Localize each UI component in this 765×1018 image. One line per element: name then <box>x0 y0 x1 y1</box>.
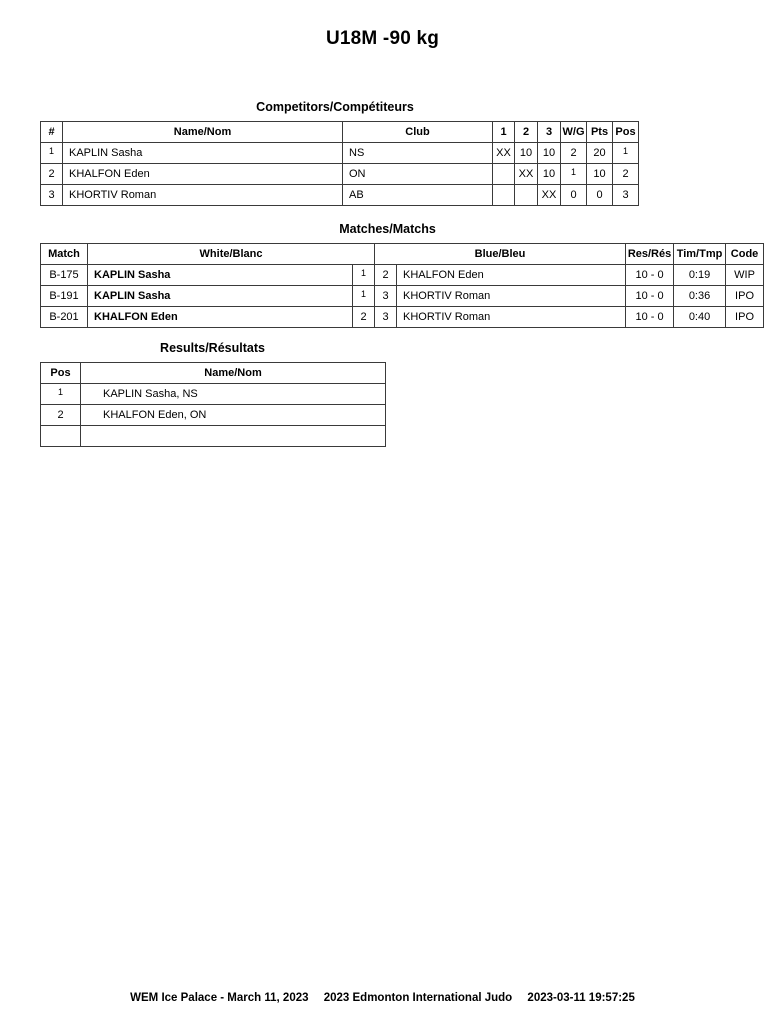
result-position: 1 <box>41 382 81 403</box>
footer-timestamp: 2023-03-11 19:57:25 <box>527 992 635 1004</box>
competitor-club: ON <box>343 164 493 185</box>
results-header-row <box>41 363 386 384</box>
footer-event: 2023 Edmonton International Judo <box>323 992 513 1004</box>
competitor-match-2: XX <box>515 164 538 185</box>
competitor-position: 3 <box>613 185 639 206</box>
competitor-match-3: 10 <box>538 143 561 164</box>
competitor-match-2 <box>515 185 538 206</box>
match-white-name: KAPLIN Sasha <box>88 286 353 307</box>
competitor-match-1 <box>493 185 515 206</box>
table-row <box>41 164 639 185</box>
match-white-name: KAPLIN Sasha <box>88 265 353 286</box>
competitor-position: 2 <box>613 164 639 185</box>
match-blue-name: KHALFON Eden <box>397 265 626 286</box>
results-table <box>40 362 386 447</box>
competitor-points: 10 <box>587 164 613 185</box>
competitor-match-3: XX <box>538 185 561 206</box>
results-section-title: Results/Résultats <box>160 341 265 355</box>
result-position <box>41 426 81 447</box>
footer-venue: WEM Ice Palace - March 11, 2023 <box>130 992 309 1004</box>
competitors-col-name: Name/Nom <box>63 122 343 143</box>
competitor-match-3: 10 <box>538 164 561 185</box>
match-blue-number: 2 <box>375 265 397 286</box>
table-row <box>41 265 764 286</box>
match-code: IPO <box>726 286 764 307</box>
competitors-section <box>40 100 636 206</box>
competitors-col-wg: W/G <box>561 122 587 143</box>
competitor-club: NS <box>343 143 493 164</box>
match-result: 10 - 0 <box>626 286 674 307</box>
page-title: U18M -90 kg <box>325 28 440 49</box>
match-white-number: 2 <box>353 307 375 328</box>
competitor-name: KAPLIN Sasha <box>63 143 343 164</box>
footer <box>0 992 765 1004</box>
match-time: 0:19 <box>674 265 726 286</box>
table-row <box>41 426 386 447</box>
competitor-match-1: XX <box>493 143 515 164</box>
competitor-number: 1 <box>41 141 63 162</box>
competitors-col-number: # <box>41 122 63 143</box>
match-blue-name: KHORTIV Roman <box>397 286 626 307</box>
competitor-name: KHALFON Eden <box>63 164 343 185</box>
matches-section-title: Matches/Matchs <box>339 222 436 236</box>
competitor-match-1 <box>493 164 515 185</box>
match-blue-name: KHORTIV Roman <box>397 307 626 328</box>
table-row <box>41 384 386 405</box>
competitor-wins: 2 <box>561 143 587 164</box>
table-row <box>41 143 639 164</box>
result-name: KAPLIN Sasha, NS <box>81 384 386 405</box>
match-time: 0:36 <box>674 286 726 307</box>
match-time: 0:40 <box>674 307 726 328</box>
competitors-section-title: Competitors/Compétiteurs <box>256 100 414 114</box>
matches-table <box>40 243 764 328</box>
match-result: 10 - 0 <box>626 265 674 286</box>
competitors-col-club: Club <box>343 122 493 143</box>
competitors-col-3: 3 <box>538 122 561 143</box>
matches-col-time: Tim/Tmp <box>674 244 726 265</box>
table-row <box>41 405 386 426</box>
matches-header-row <box>41 244 764 265</box>
match-code: IPO <box>726 307 764 328</box>
match-id: B-201 <box>41 307 88 328</box>
match-white-number: 1 <box>353 284 375 305</box>
competitors-col-pts: Pts <box>587 122 613 143</box>
competitor-number: 3 <box>41 185 63 206</box>
results-col-name: Name/Nom <box>81 363 386 384</box>
table-row <box>41 185 639 206</box>
competitor-points: 20 <box>587 143 613 164</box>
table-row <box>41 286 764 307</box>
competitor-name: KHORTIV Roman <box>63 185 343 206</box>
competitor-wins: 0 <box>561 185 587 206</box>
competitor-number: 2 <box>41 164 63 185</box>
competitor-points: 0 <box>587 185 613 206</box>
results-col-pos: Pos <box>41 363 81 384</box>
match-white-number: 1 <box>353 263 375 284</box>
competitors-col-1: 1 <box>493 122 515 143</box>
result-name <box>81 426 386 447</box>
competitor-wins: 1 <box>561 162 587 183</box>
matches-col-white: White/Blanc <box>88 244 375 265</box>
competitors-table <box>40 121 639 206</box>
competitors-header-row <box>41 122 639 143</box>
match-blue-number: 3 <box>375 307 397 328</box>
matches-col-code: Code <box>726 244 764 265</box>
competitors-col-pos: Pos <box>613 122 639 143</box>
competitor-position: 1 <box>613 141 639 162</box>
match-id: B-175 <box>41 265 88 286</box>
result-position: 2 <box>41 405 81 426</box>
match-result: 10 - 0 <box>626 307 674 328</box>
matches-col-result: Res/Rés <box>626 244 674 265</box>
match-code: WIP <box>726 265 764 286</box>
table-row <box>41 307 764 328</box>
result-name: KHALFON Eden, ON <box>81 405 386 426</box>
matches-section <box>40 222 759 328</box>
competitor-club: AB <box>343 185 493 206</box>
results-section <box>40 341 385 447</box>
competitors-col-2: 2 <box>515 122 538 143</box>
match-white-name: KHALFON Eden <box>88 307 353 328</box>
competitor-match-2: 10 <box>515 143 538 164</box>
match-blue-number: 3 <box>375 286 397 307</box>
matches-col-blue: Blue/Bleu <box>375 244 626 265</box>
matches-col-match: Match <box>41 244 88 265</box>
match-id: B-191 <box>41 286 88 307</box>
